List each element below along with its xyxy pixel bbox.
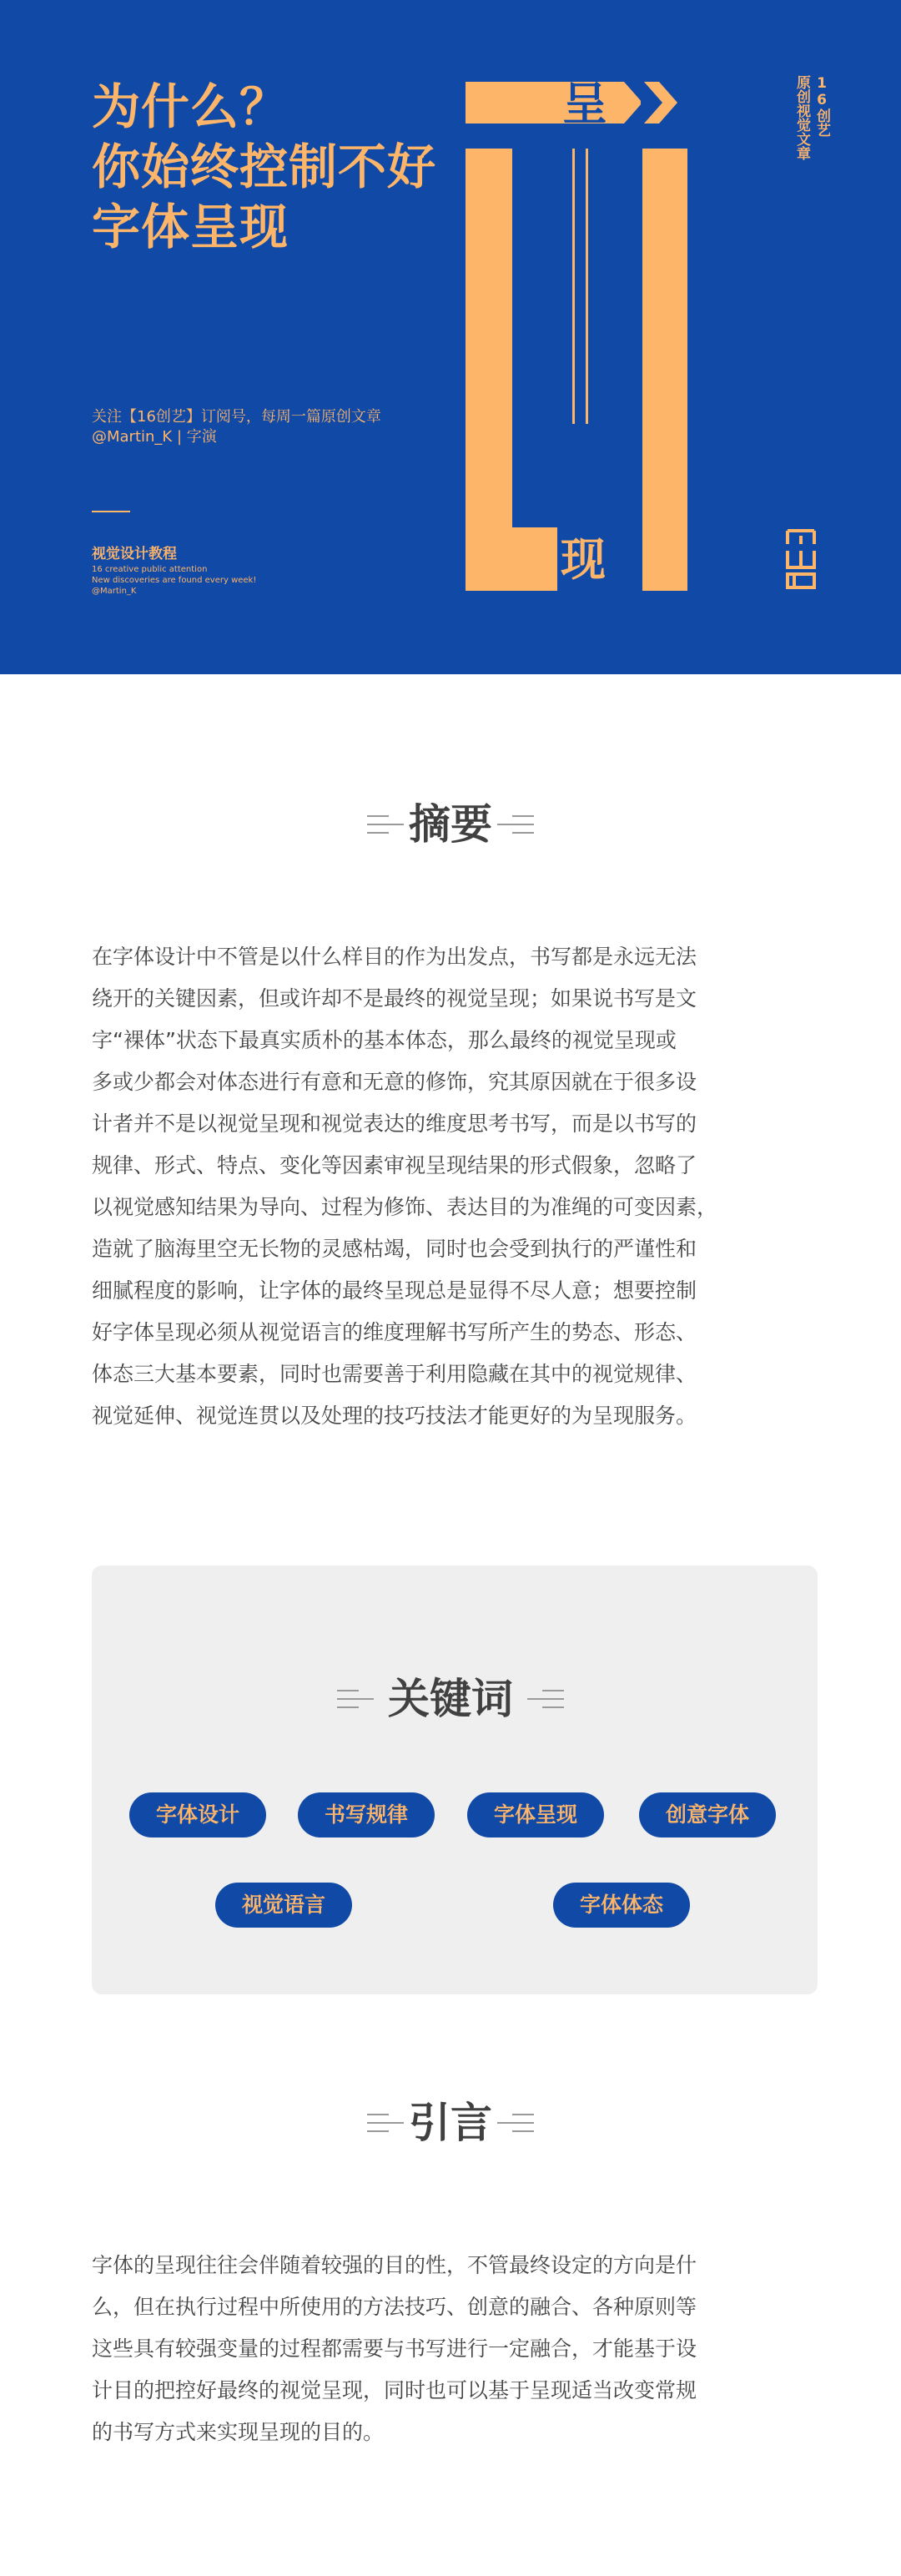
big-char-top: 呈 [562,77,607,130]
big-char-bottom: 现 [561,532,606,586]
abstract-heading [0,791,901,858]
follow-info [92,407,381,447]
text-line: 以视觉感知结果为导向、过程为修饰、表达目的为准绳的可变因素， [92,1195,718,1219]
text-line: 字体的呈现往往会伴随着较强的目的性，不管最终设定的方向是什 [92,2253,697,2277]
keywords-panel [92,1565,818,1994]
vertical-tag-brand: 16创艺 [813,75,830,137]
text-line: 好字体呈现必须从视觉语言的维度理解书写所产生的势态、形态、 [92,1320,697,1344]
keyword-tag[interactable]: 创意字体 [639,1792,776,1837]
text-line: 字“裸体”状态下最真实质朴的基本体态，那么最终的视觉呈现或 [92,1028,677,1052]
hero-subline: 16 creative public attention [92,565,208,574]
hero-banner [0,0,901,674]
abstract-paragraph [92,936,818,1437]
hero-divider [92,511,130,512]
text-line: 计者并不是以视觉呈现和视觉表达的维度思考书写，而是以书写的 [92,1112,697,1136]
text-line: 么，但在执行过程中所使用的方法技巧、创意的融合、各种原则等 [92,2295,697,2319]
text-line: 的书写方式来实现呈现的目的。 [92,2420,385,2444]
text-line: 这些具有较强变量的过程都需要与书写进行一定融合，才能基于设 [92,2337,697,2361]
keyword-tag[interactable]: 字体体态 [553,1883,690,1928]
hero-subtitle: 视觉设计教程 [92,546,177,562]
brand-logo-icon [784,527,818,591]
author-line: @Martin_K | 字演 [92,428,217,446]
intro-paragraph [92,2245,818,2453]
hero-subline: New discoveries are found every week! [92,576,257,585]
intro-title: 引言 [409,2098,492,2147]
abstract-title: 摘要 [409,799,492,849]
hero-subtitle-block [92,544,256,597]
keyword-tag[interactable]: 字体呈现 [467,1792,604,1837]
text-line: 计目的把控好最终的视觉呈现，同时也可以基于呈现适当改变常规 [92,2378,697,2402]
text-line: 规律、形式、特点、变化等因素审视呈现结果的形式假象，忽略了 [92,1153,697,1177]
text-line: 体态三大基本要素，同时也需要善于利用隐藏在其中的视觉规律、 [92,1362,697,1386]
keyword-tag[interactable]: 字体设计 [129,1792,266,1837]
text-line: 绕开的关键因素，但或许却不是最终的视觉呈现；如果说书写是文 [92,986,697,1011]
text-line: 在字体设计中不管是以什么样目的作为出发点，书写都是永远无法 [92,945,697,969]
keyword-tag[interactable]: 视觉语言 [215,1883,352,1928]
intro-heading [0,2090,901,2156]
hero-title-line: 为什么？ [92,78,289,135]
text-line: 视觉延伸、视觉连贯以及处理的技巧技法才能更好的为呈现服务。 [92,1404,697,1428]
follow-line: 关注【16创艺】订阅号，每周一篇原创文章 [92,408,381,426]
keywords-title: 关键词 [388,1674,513,1723]
hero-title-line: 字体呈现 [92,199,289,255]
text-line: 造就了脑海里空无长物的灵感枯竭，同时也会受到执行的严谨性和 [92,1237,697,1261]
text-line: 细腻程度的影响，让字体的最终呈现总是显得不尽人意；想要控制 [92,1278,697,1303]
keyword-tag[interactable]: 书写规律 [298,1792,435,1837]
vertical-tag-type: 原创视觉文章 [793,75,810,160]
hero-title-line: 你始终控制不好 [92,139,437,195]
text-line: 多或少都会对体态进行有意和无意的修饰，究其原因就在于很多设 [92,1070,697,1094]
keywords-heading [0,1666,901,1732]
hero-subline: @Martin_K [92,587,137,596]
